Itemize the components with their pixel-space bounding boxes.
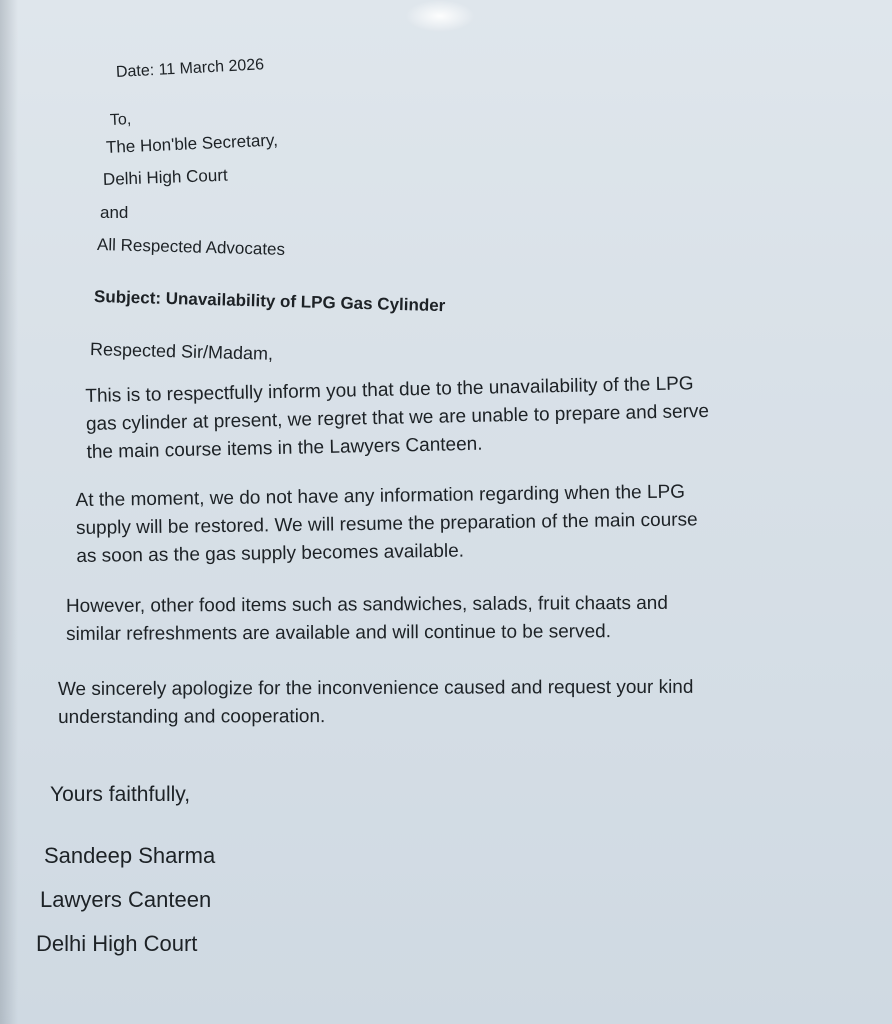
addressee-secretary: The Hon'ble Secretary, — [105, 130, 279, 157]
addressee-advocates: All Respected Advocates — [96, 235, 286, 259]
signatory-org: Lawyers Canteen — [40, 887, 212, 912]
paragraph-4: We sincerely apologize for the inconvenience caused and request your kind understanding and cooperation. — [57, 676, 694, 728]
letter-salutation: Respected Sir/Madam, — [89, 339, 274, 364]
paragraph-1: This is to respectfully inform you that due to the unavailability of the LPG gas cylinder at present, we regret that we are unable to prepare and serve the main course items in the Lawyers Canteen. — [85, 373, 710, 463]
signatory-name: Sandeep Sharma — [44, 843, 216, 868]
addressee-and: and — [100, 203, 129, 222]
letter-closing: Yours faithfully, — [50, 783, 191, 806]
paragraph-2: At the moment, we do not have any information regarding when the LPG supply will be restored. We will resume the preparation of the main course as soon as the gas supply becomes available. — [75, 481, 698, 567]
addressee-court: Delhi High Court — [102, 165, 228, 189]
signatory-place: Delhi High Court — [36, 931, 198, 956]
addressee-to: To, — [109, 111, 132, 129]
paragraph-3: However, other food items such as sandwiches, salads, fruit chaats and similar refreshments are available and will continue to be served. — [65, 592, 668, 645]
letter-date: Date: 11 March 2026 — [115, 56, 265, 81]
letter-subject: Subject: Unavailability of LPG Gas Cylinder — [93, 287, 446, 316]
